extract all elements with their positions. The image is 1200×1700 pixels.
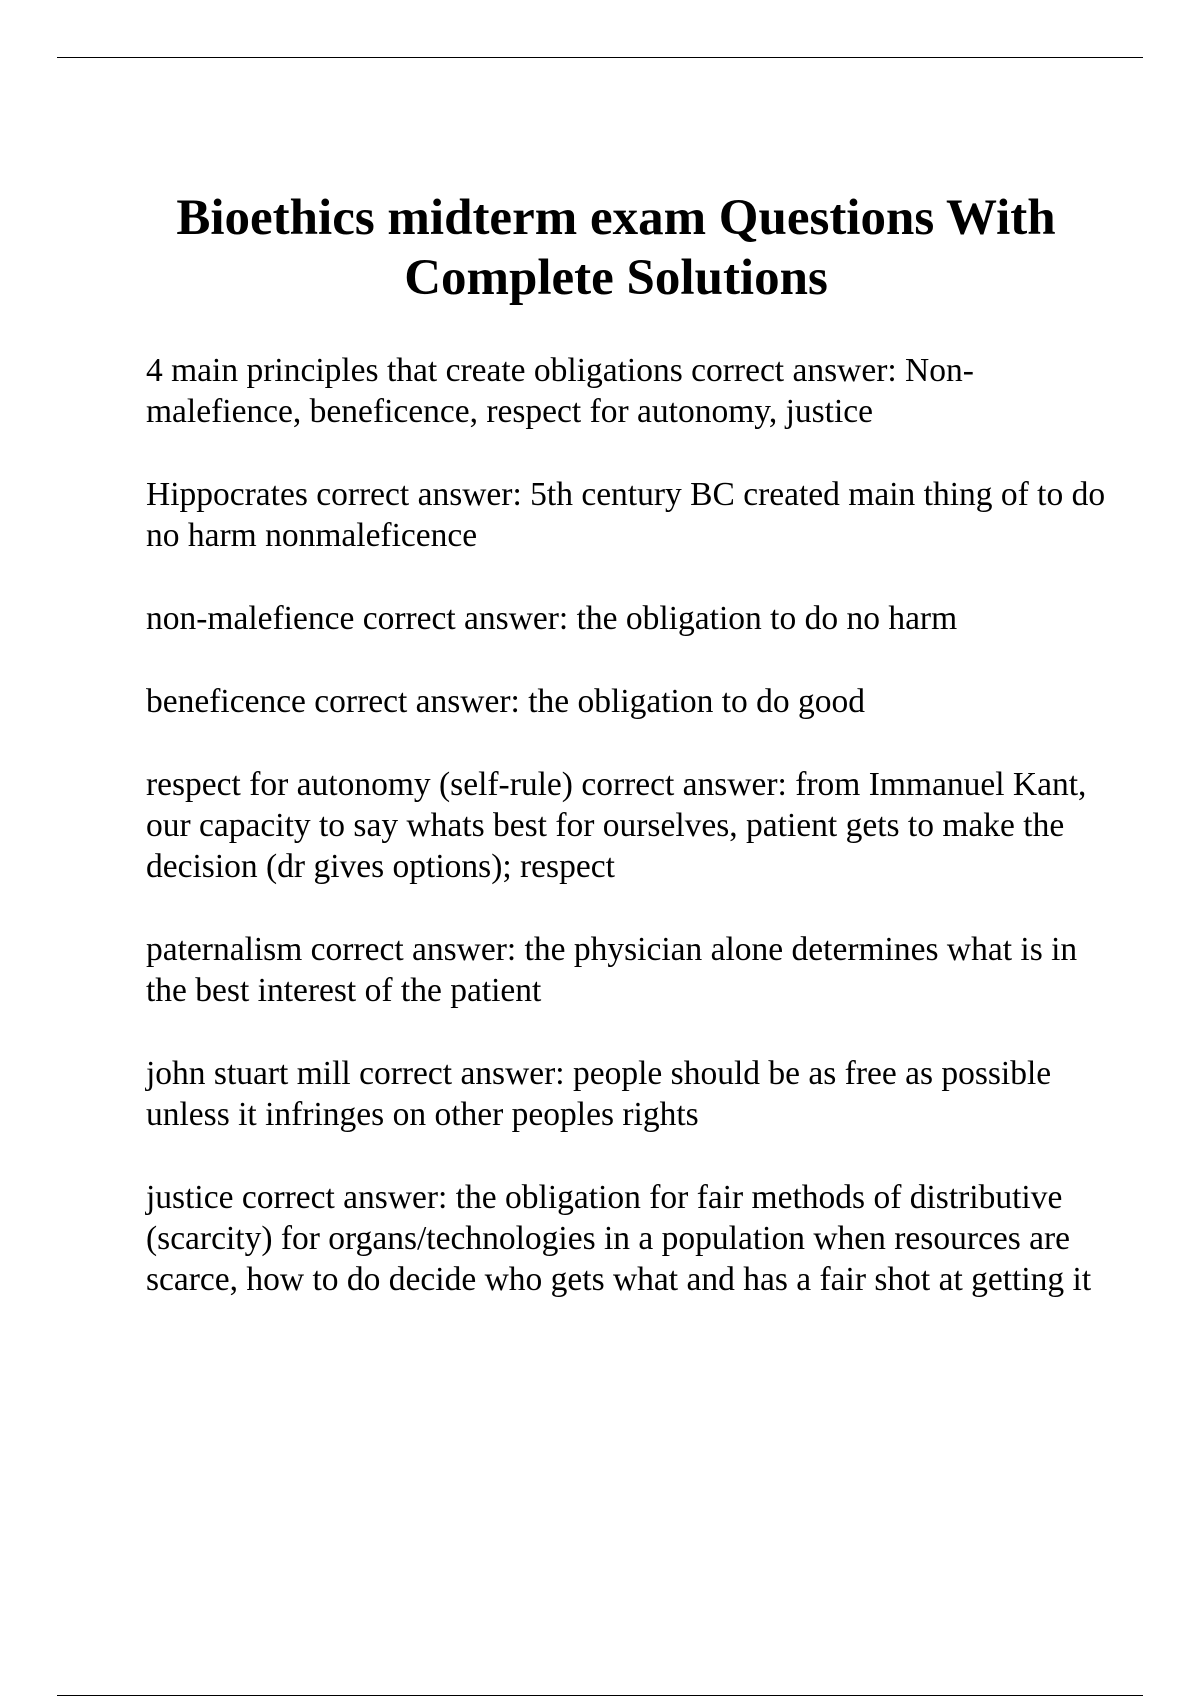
qa-entry: beneficence correct answer: the obligation to do good (146, 683, 866, 720)
qa-list (146, 350, 1106, 1342)
qa-entry: paternalism correct answer: the physician alone determines what is in the best interest of the patient (146, 931, 1078, 1009)
qa-entry: respect for autonomy (self-rule) correct answer: from Immanuel Kant, our capacity to say whats best for ourselves, patient gets to make the decision (dr gives options); respect (146, 766, 1087, 885)
document-title: Bioethics midterm exam Questions With Complete Solutions (176, 190, 1056, 306)
bottom-divider (57, 1695, 1143, 1696)
qa-entry: Hippocrates correct answer: 5th century BC created main thing of to do no harm nonmaleficence (146, 476, 1106, 554)
qa-entry: justice correct answer: the obligation for fair methods of distributive (scarcity) for organs/technologies in a population when resources are scarce, how to do decide who gets what and has a fair shot at getting it (146, 1179, 1092, 1298)
qa-entry: john stuart mill correct answer: people should be as free as possible unless it infringes on other peoples rights (146, 1055, 1052, 1133)
qa-entry: 4 main principles that create obligations correct answer: Non-malefience, beneficence, respect for autonomy, justice (146, 352, 974, 430)
top-divider (57, 57, 1143, 58)
qa-entry: non-malefience correct answer: the obligation to do no harm (146, 600, 958, 637)
